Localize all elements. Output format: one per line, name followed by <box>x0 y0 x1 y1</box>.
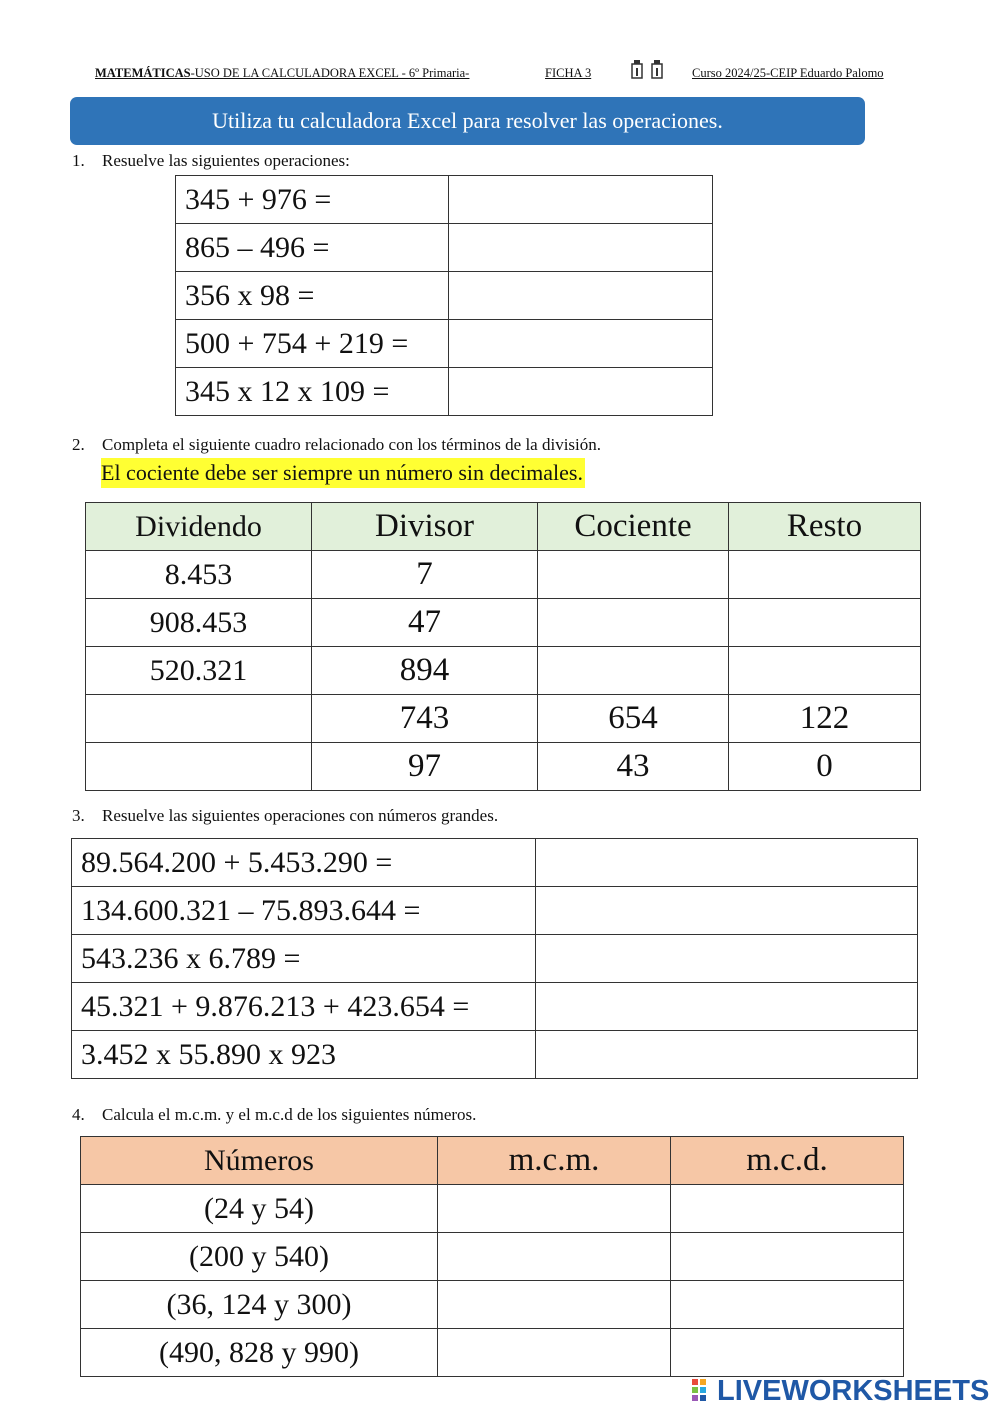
remainder-cell[interactable] <box>729 599 921 647</box>
divisor-cell: 7 <box>312 551 538 599</box>
operation-cell: 345 + 976 = <box>176 176 449 224</box>
mcm-cell[interactable] <box>438 1281 671 1329</box>
table-row <box>176 320 713 368</box>
mcm-cell[interactable] <box>438 1233 671 1281</box>
operation-cell: 89.564.200 + 5.453.290 = <box>72 839 536 887</box>
table-row <box>86 599 921 647</box>
numbers-cell: (24 y 54) <box>81 1185 438 1233</box>
instruction-banner: Utiliza tu calculadora Excel para resolver las operaciones. <box>70 97 865 145</box>
dividend-cell: 520.321 <box>86 647 312 695</box>
header-mcd: m.c.d. <box>671 1137 904 1185</box>
mcd-cell[interactable] <box>671 1233 904 1281</box>
numbers-cell: (490, 828 y 990) <box>81 1329 438 1377</box>
dividend-cell: 8.453 <box>86 551 312 599</box>
answer-cell[interactable] <box>536 983 918 1031</box>
remainder-cell[interactable] <box>729 647 921 695</box>
answer-cell[interactable] <box>449 272 713 320</box>
dividend-cell[interactable] <box>86 695 312 743</box>
mcd-cell[interactable] <box>671 1329 904 1377</box>
mcd-cell[interactable] <box>671 1185 904 1233</box>
remainder-cell[interactable] <box>729 551 921 599</box>
section1-title: 1. Resuelve las siguientes operaciones: <box>72 151 350 170</box>
operation-cell: 500 + 754 + 219 = <box>176 320 449 368</box>
liveworksheets-icon <box>692 1379 714 1405</box>
answer-cell[interactable] <box>536 839 918 887</box>
remainder-cell: 0 <box>729 743 921 791</box>
division-table <box>85 502 921 791</box>
section3-title: 3. Resuelve las siguientes operaciones con números grandes. <box>72 806 499 825</box>
table-row <box>86 695 921 743</box>
highlighted-note: El cociente debe ser siempre un número sin decimales. <box>101 458 585 488</box>
quotient-cell[interactable] <box>538 599 729 647</box>
school-logo-icon <box>630 58 670 80</box>
mcd-cell[interactable] <box>671 1281 904 1329</box>
answer-cell[interactable] <box>536 935 918 983</box>
header-mcm: m.c.m. <box>438 1137 671 1185</box>
table-header-row <box>81 1137 904 1185</box>
mcm-cell[interactable] <box>438 1185 671 1233</box>
header-divisor: Divisor <box>312 503 538 551</box>
table-row <box>72 887 918 935</box>
quotient-cell[interactable] <box>538 551 729 599</box>
page-header <box>95 66 905 84</box>
liveworksheets-logo: LIVEWORKSHEETS <box>692 1372 989 1410</box>
answer-cell[interactable] <box>449 320 713 368</box>
divisor-cell: 894 <box>312 647 538 695</box>
header-dividendo: Dividendo <box>86 503 312 551</box>
operation-cell: 865 – 496 = <box>176 224 449 272</box>
remainder-cell: 122 <box>729 695 921 743</box>
table-row <box>81 1329 904 1377</box>
table-row <box>176 368 713 416</box>
header-numeros: Números <box>81 1137 438 1185</box>
quotient-cell: 43 <box>538 743 729 791</box>
table-row <box>176 272 713 320</box>
header-resto: Resto <box>729 503 921 551</box>
divisor-cell: 743 <box>312 695 538 743</box>
dividend-cell[interactable] <box>86 743 312 791</box>
operation-cell: 345 x 12 x 109 = <box>176 368 449 416</box>
quotient-cell[interactable] <box>538 647 729 695</box>
table-row <box>72 839 918 887</box>
dividend-cell: 908.453 <box>86 599 312 647</box>
table-row <box>72 935 918 983</box>
table-header-row <box>86 503 921 551</box>
quotient-cell: 654 <box>538 695 729 743</box>
answer-cell[interactable] <box>449 224 713 272</box>
header-cociente: Cociente <box>538 503 729 551</box>
large-numbers-table <box>71 838 918 1079</box>
answer-cell[interactable] <box>449 368 713 416</box>
table-row <box>176 176 713 224</box>
section4-title: 4. Calcula el m.c.m. y el m.c.d de los siguientes números. <box>72 1105 477 1124</box>
answer-cell[interactable] <box>449 176 713 224</box>
answer-cell[interactable] <box>536 1031 918 1079</box>
table-row <box>176 224 713 272</box>
operation-cell: 543.236 x 6.789 = <box>72 935 536 983</box>
operation-cell: 356 x 98 = <box>176 272 449 320</box>
operation-cell: 45.321 + 9.876.213 + 423.654 = <box>72 983 536 1031</box>
header-school: Curso 2024/25-CEIP Eduardo Palomo <box>692 66 884 80</box>
table-row <box>72 1031 918 1079</box>
numbers-cell: (36, 124 y 300) <box>81 1281 438 1329</box>
mcm-cell[interactable] <box>438 1329 671 1377</box>
table-row <box>86 647 921 695</box>
header-sheet: FICHA 3 <box>545 66 592 80</box>
table-row <box>86 743 921 791</box>
operation-cell: 3.452 x 55.890 x 923 <box>72 1031 536 1079</box>
divisor-cell: 97 <box>312 743 538 791</box>
table-row <box>86 551 921 599</box>
header-subject: MATEMÁTICAS-USO DE LA CALCULADORA EXCEL - 6º Primaria- <box>95 66 470 80</box>
section2-title: 2. Completa el siguiente cuadro relacionado con los términos de la división. <box>72 435 602 454</box>
table-row <box>81 1185 904 1233</box>
mcm-mcd-table <box>80 1136 904 1377</box>
operations-table <box>175 175 713 416</box>
answer-cell[interactable] <box>536 887 918 935</box>
numbers-cell: (200 y 540) <box>81 1233 438 1281</box>
divisor-cell: 47 <box>312 599 538 647</box>
table-row <box>81 1281 904 1329</box>
operation-cell: 134.600.321 – 75.893.644 = <box>72 887 536 935</box>
table-row <box>81 1233 904 1281</box>
table-row <box>72 983 918 1031</box>
